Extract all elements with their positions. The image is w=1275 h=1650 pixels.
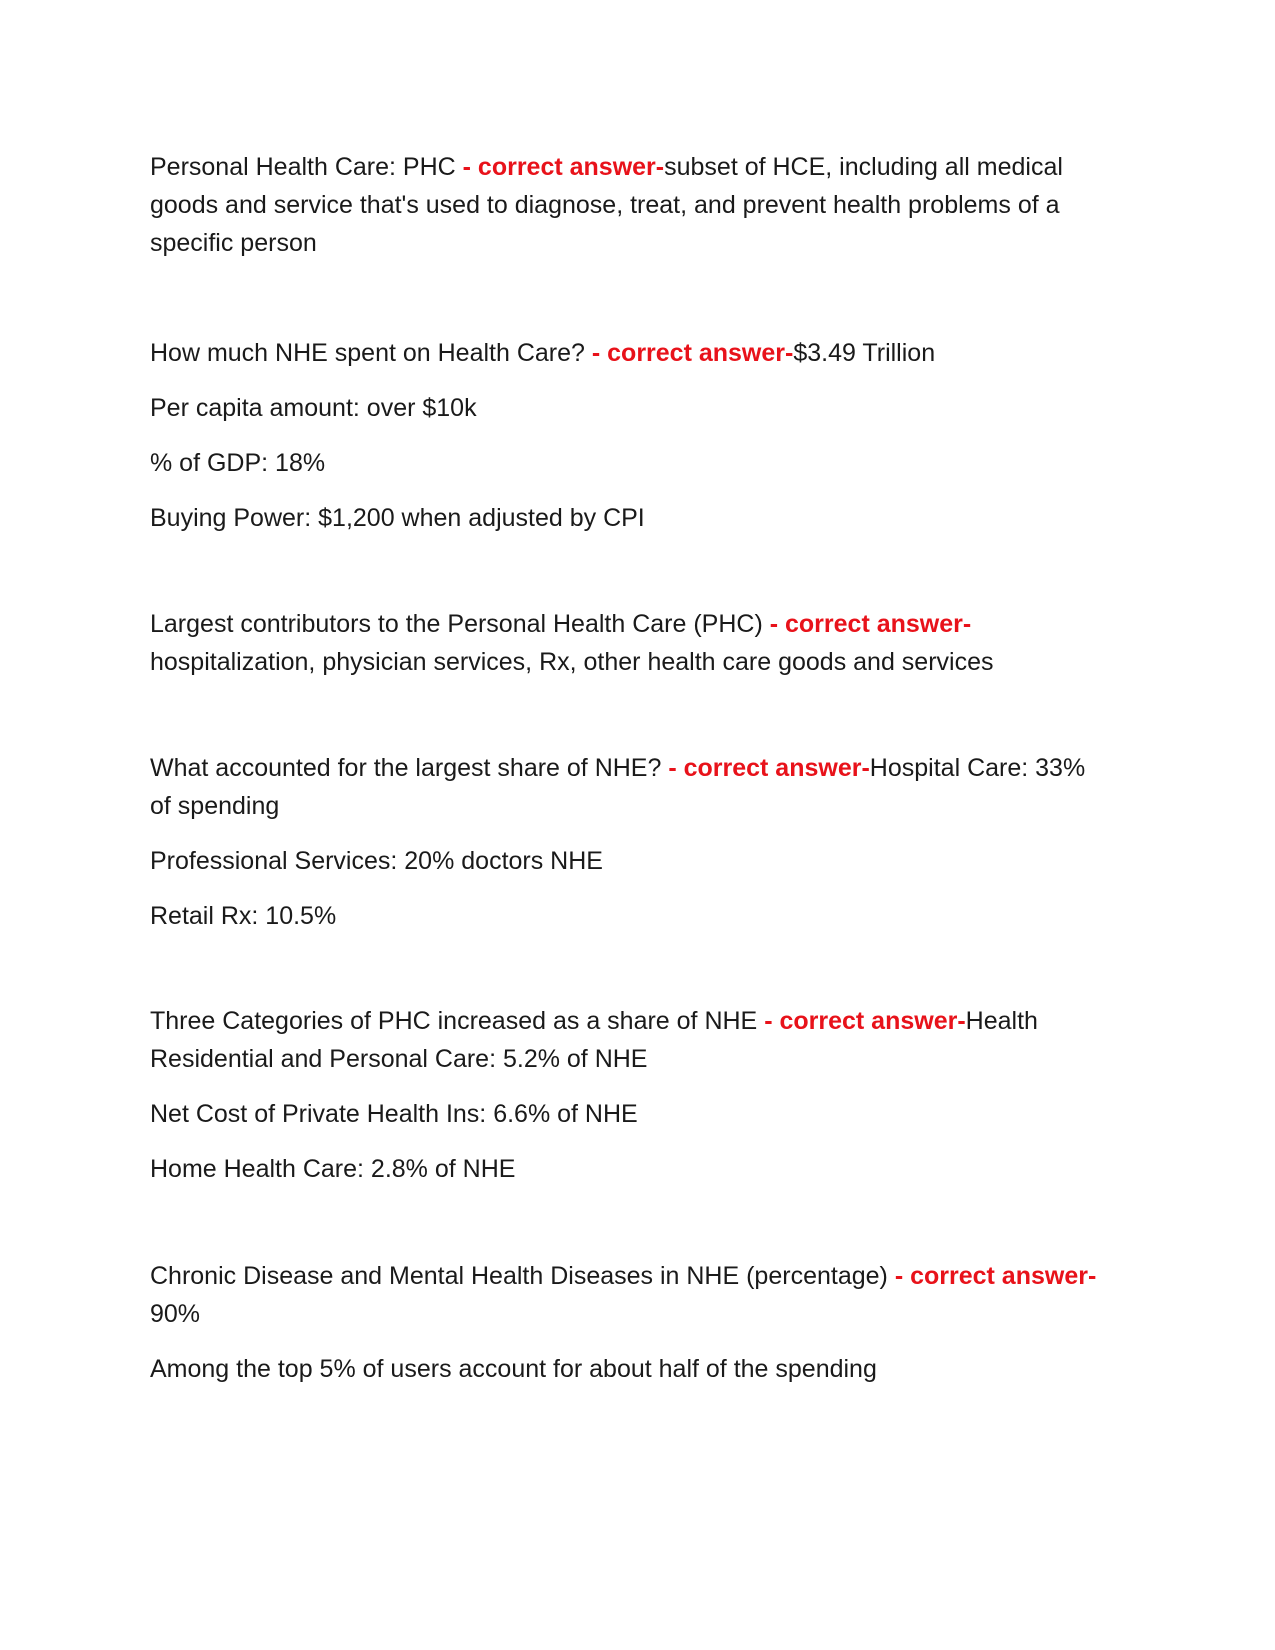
answer-label: - correct answer- [894, 1262, 1097, 1290]
answer-text: hospitalization, physician services, Rx, other health care goods and services [150, 648, 994, 676]
answer-detail-line: Buying Power: $1,200 when adjusted by CPI [150, 504, 645, 532]
answer-detail-line: Among the top 5% of users account for about half of the spending [150, 1355, 877, 1383]
answer-text: Health Residential and Personal Care: 5.2% of NHE [150, 1007, 1038, 1073]
answer-label: - correct answer- [668, 754, 870, 782]
answer-detail-line: Per capita amount: over $10k [150, 394, 477, 422]
question-text: What accounted for the largest share of NHE? [150, 754, 669, 782]
question-text: Personal Health Care: PHC [150, 153, 463, 181]
document-body [150, 148, 1110, 1388]
answer-detail-line: % of GDP: 18% [150, 449, 326, 477]
answer-detail-line: Professional Services: 20% doctors NHE [150, 847, 603, 875]
answer-text: Hospital Care: 33% of spending [150, 754, 1086, 820]
qa-entry [150, 148, 1110, 262]
question-text: Three Categories of PHC increased as a share of NHE [150, 1007, 765, 1035]
qa-entry [150, 749, 1110, 935]
qa-line [150, 605, 1110, 681]
answer-label: - correct answer- [764, 1007, 966, 1035]
question-text: How much NHE spent on Health Care? [150, 339, 592, 367]
answer-detail-line: Retail Rx: 10.5% [150, 902, 337, 930]
qa-line [150, 148, 1110, 262]
answer-text: subset of HCE, including all medical goods and service that's used to diagnose, treat, and prevent health problems of a specific person [150, 153, 1063, 257]
qa-line [150, 1002, 1110, 1078]
question-text: Chronic Disease and Mental Health Diseases in NHE (percentage) [150, 1262, 895, 1290]
answer-label: - correct answer- [591, 339, 794, 367]
answer-text: $3.49 Trillion [793, 339, 936, 367]
answer-detail-line: Net Cost of Private Health Ins: 6.6% of NHE [150, 1100, 638, 1128]
answer-detail-line: Home Health Care: 2.8% of NHE [150, 1155, 516, 1183]
question-text: Largest contributors to the Personal Health Care (PHC) [150, 610, 770, 638]
qa-line [150, 1257, 1110, 1333]
answer-label: - correct answer- [769, 610, 972, 638]
qa-line [150, 334, 1110, 372]
answer-text: 90% [150, 1300, 201, 1328]
qa-entry [150, 1257, 1110, 1388]
qa-line [150, 749, 1110, 825]
qa-entry [150, 1002, 1110, 1188]
qa-entry [150, 605, 1110, 681]
qa-entry [150, 334, 1110, 537]
answer-label: - correct answer- [462, 153, 665, 181]
